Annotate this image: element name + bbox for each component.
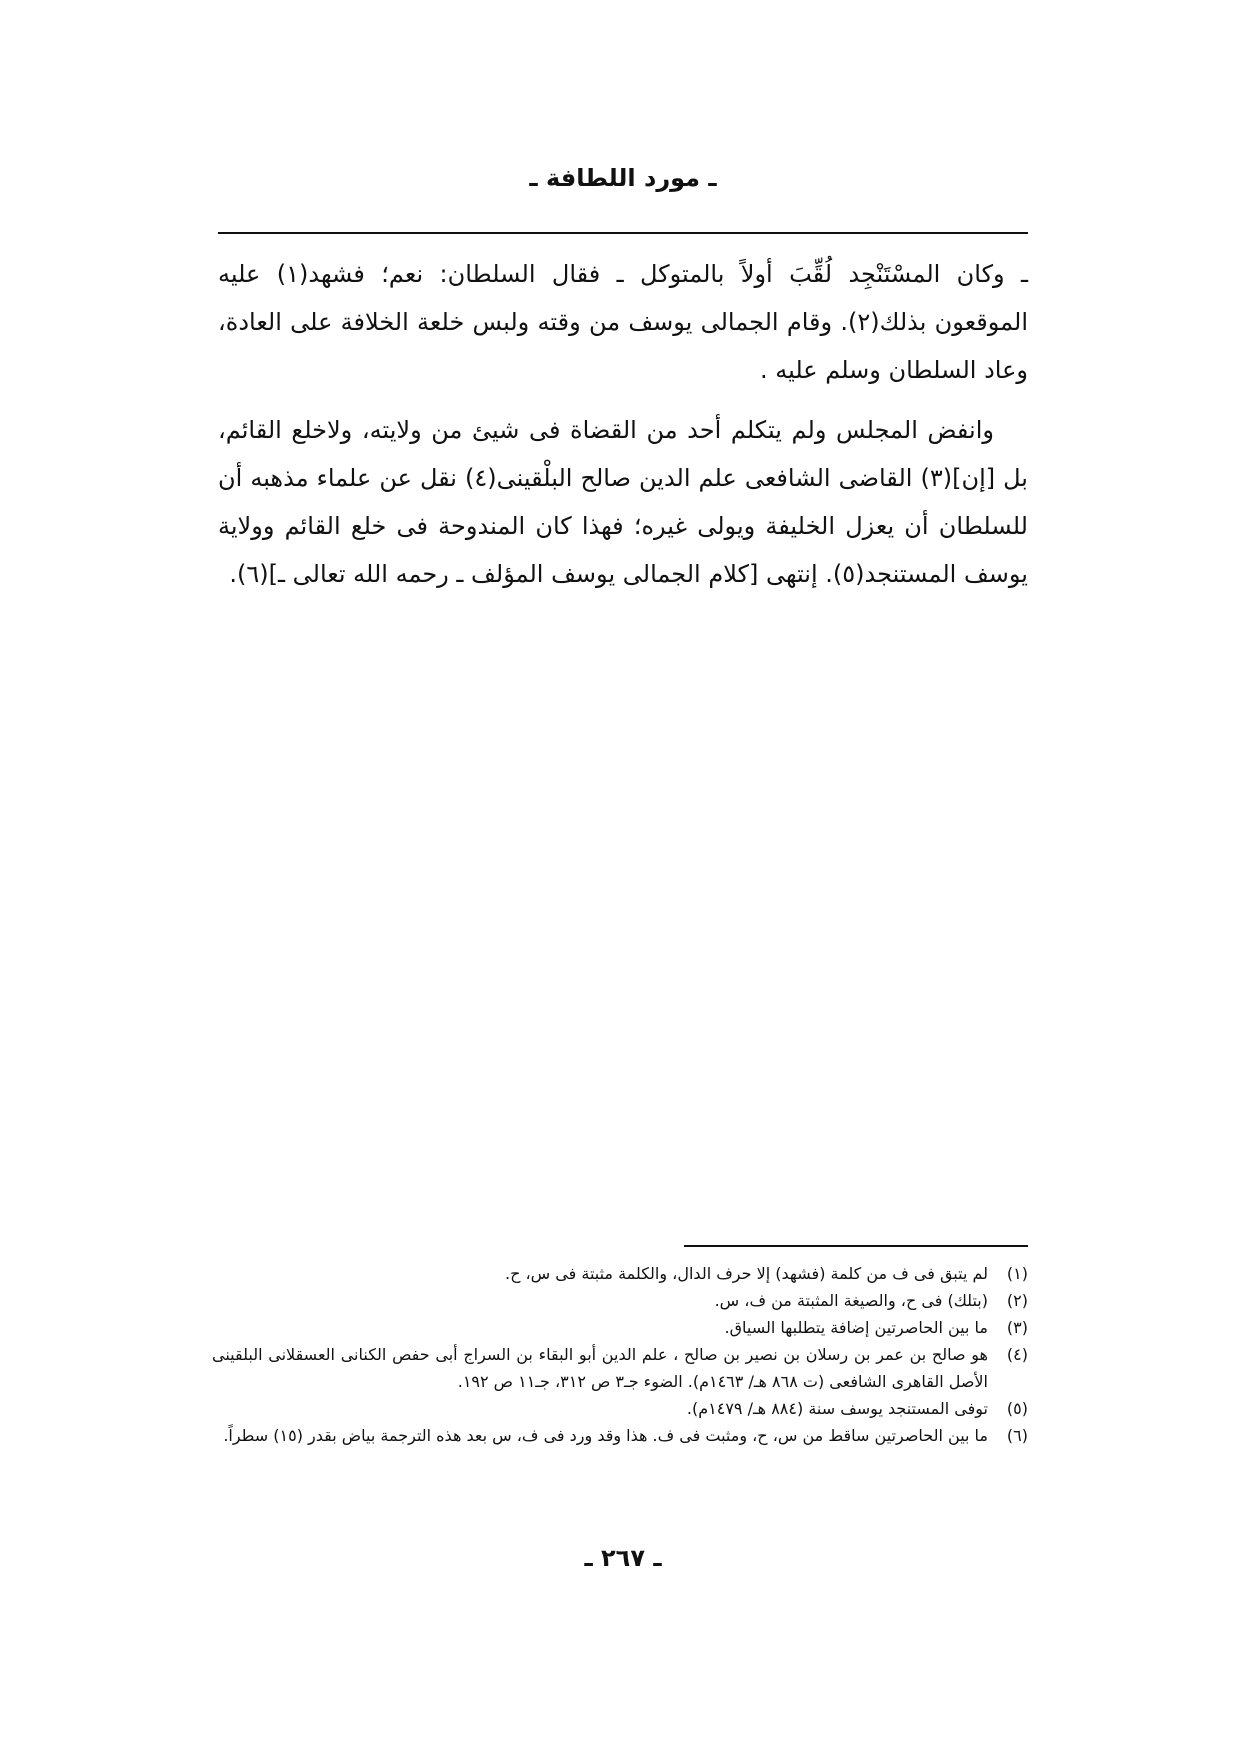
footnote-number: (٣) <box>1006 1318 1028 1337</box>
footnote-text: (بتلك) فى ح، والصيغة المثبتة من ف، س. <box>714 1291 988 1310</box>
footnote-number: (٢) <box>1006 1291 1028 1310</box>
footnote-rule <box>684 1245 1028 1247</box>
footnote-1 <box>212 1260 1028 1287</box>
footnote-5 <box>212 1395 1028 1422</box>
footnote-text: ما بين الحاصرتين إضافة يتطلبها السياق. <box>724 1318 988 1337</box>
footnotes <box>212 1260 1028 1449</box>
footnote-number: (٦) <box>1006 1426 1028 1445</box>
running-header: ـ مورد اللطافة ـ <box>529 164 717 192</box>
footnote-6 <box>212 1422 1028 1449</box>
footnote-text: توفى المستنجد يوسف سنة (٨٨٤ هـ/ ١٤٧٩م). <box>686 1399 988 1418</box>
footnote-text: هو صالح بن عمر بن رسلان بن نصير بن صالح ، علم الدين أبو البقاء بن السراج أبى حفص الكنانى العسقلانى البلقينى الأصل القاهرى الشافعى (ت ٨٦٨ هـ/ ١٤٦٣م). الضوء جـ٣ ص ٣١٢، جـ١١ ص ١٩٢. <box>212 1345 988 1391</box>
footnote-3 <box>212 1314 1028 1341</box>
header-rule <box>218 232 1028 234</box>
paragraph-1: ـ وكان المسْتَنْجِد لُقِّبَ أولاً بالمتوكل ـ فقال السلطان: نعم؛ فشهد(١) عليه الموقعون بذلك(٢). وقام الجمالى يوسف من وقته ولبس خلعة الخلافة على العادة، وعاد السلطان وسلم عليه . <box>218 260 1028 384</box>
paragraph-2: وانفض المجلس ولم يتكلم أحد من القضاة فى شيئ من ولايته، ولاخلع القائم، بل [إن](٣) القاضى الشافعى علم الدين صالح البلْقينى(٤) نقل عن علماء مذهبه أن للسلطان أن يعزل الخليفة ويولى غيره؛ فهذا كان المندوحة فى خلع القائم وولاية يوسف المستنجد(٥). إنتهى [كلام الجمالى يوسف المؤلف ـ رحمه الله تعالى ـ](٦). <box>218 416 1028 588</box>
page-number: ـ ٢٦٧ ـ <box>584 1544 662 1572</box>
footnote-2 <box>212 1287 1028 1314</box>
footnote-4 <box>212 1341 1028 1395</box>
footnote-number: (١) <box>1006 1264 1028 1283</box>
footnote-number: (٤) <box>1006 1345 1028 1364</box>
footnote-number: (٥) <box>1006 1399 1028 1418</box>
main-text <box>218 250 1028 610</box>
footnote-text: لم يتبق فى ف من كلمة (فشهد) إلا حرف الدال، والكلمة مثبتة فى س، ح. <box>505 1264 988 1283</box>
footnote-text: ما بين الحاصرتين ساقط من س، ح، ومثبت فى ف. هذا وقد ورد فى ف، س بعد هذه الترجمة بياض بقدر (١٥) سطراً. <box>223 1426 988 1445</box>
